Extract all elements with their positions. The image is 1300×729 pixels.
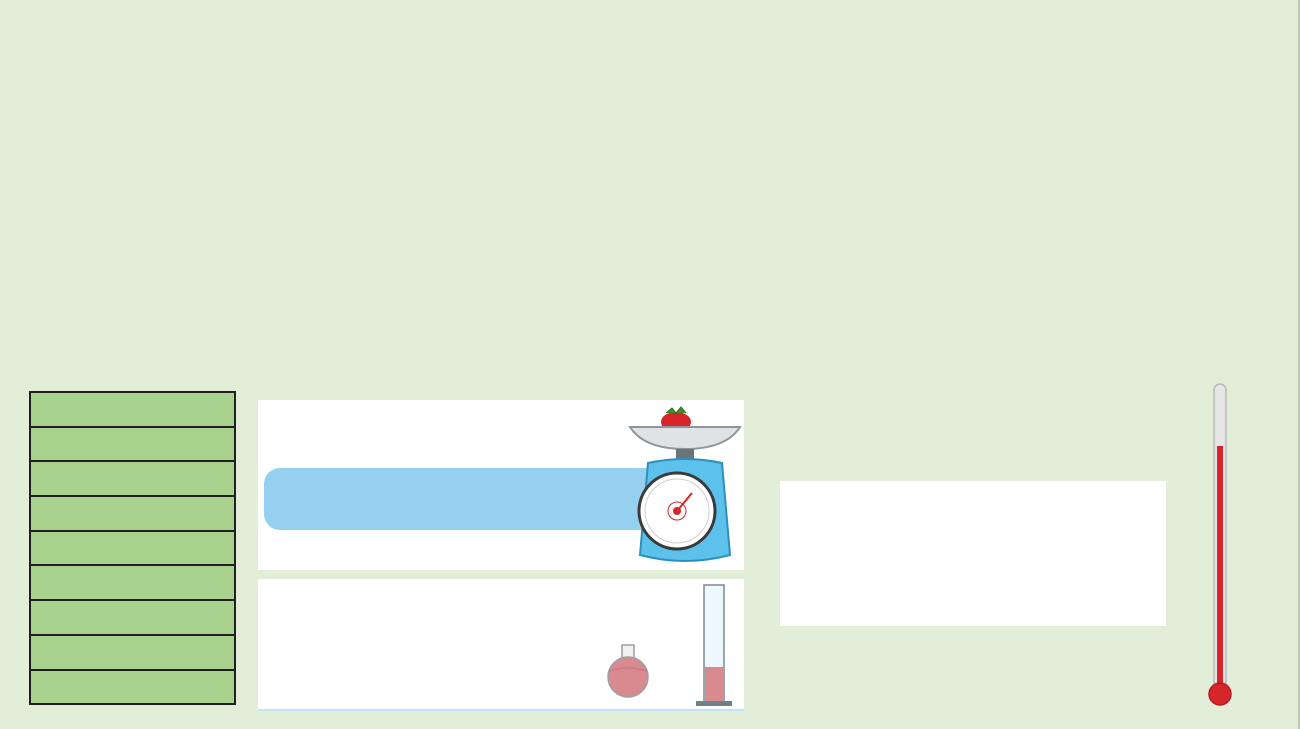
vocab-item — [30, 670, 235, 705]
mass-card — [258, 400, 744, 570]
bottle-and-cylinder-icon — [602, 581, 742, 709]
vocab-item — [30, 531, 235, 566]
thermometer-icon — [1185, 366, 1255, 711]
vocab-header — [30, 392, 235, 427]
key-vocabulary-table — [29, 391, 236, 705]
capacity-card — [258, 579, 744, 711]
vocab-item — [30, 496, 235, 531]
vocab-item — [30, 427, 235, 462]
thermometer-bulb — [1209, 683, 1231, 705]
mass-banner — [264, 468, 664, 530]
temperature-card — [780, 481, 1166, 626]
vocab-item — [30, 600, 235, 635]
vocab-item — [30, 565, 235, 600]
vocab-item — [30, 635, 235, 670]
mercury-column — [1217, 446, 1223, 691]
kitchen-scale-icon — [626, 405, 744, 570]
vocab-item — [30, 461, 235, 496]
